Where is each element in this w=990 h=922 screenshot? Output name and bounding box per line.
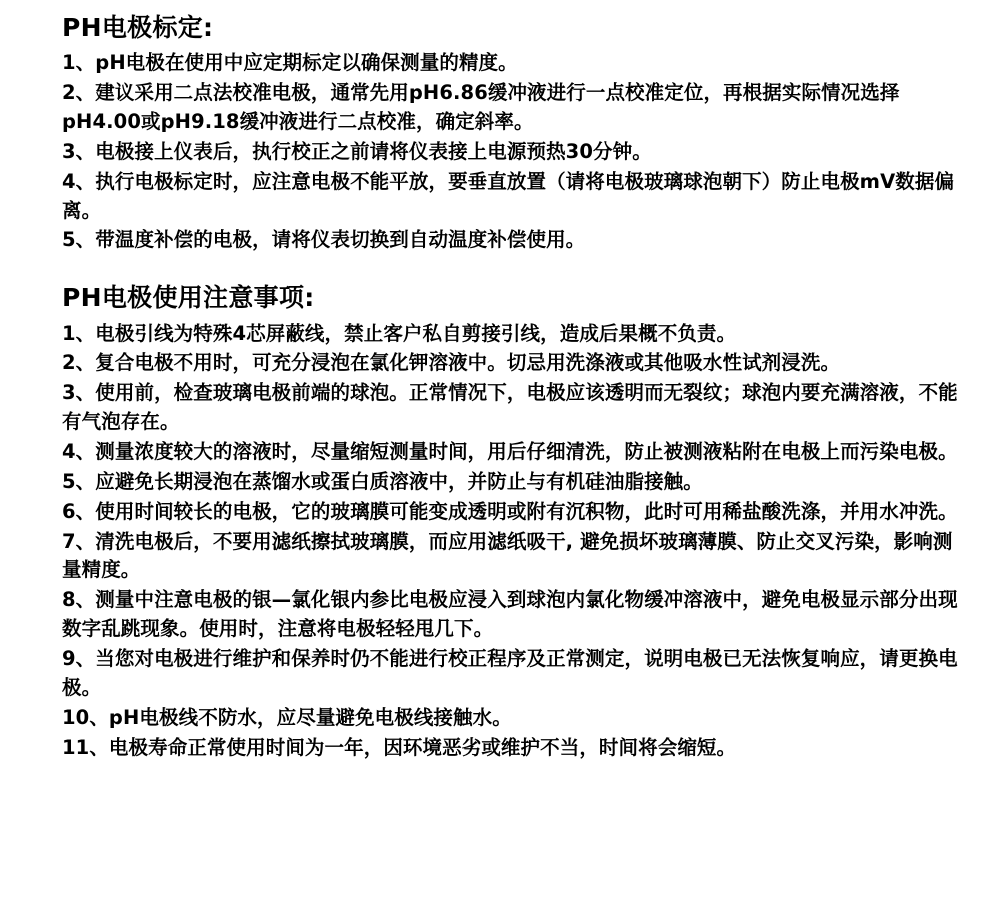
paragraph: 11、电极寿命正常使用时间为一年，因环境恶劣或维护不当，时间将会缩短。 (62, 735, 737, 759)
paragraph: 8、测量中注意电极的银—氯化银内参比电极应浸入到球泡内氯化物缓冲溶液中，避免电极显示部分出现数字乱跳现象。使用时，注意将电极轻轻甩几下。 (62, 588, 958, 641)
paragraph: 4、执行电极标定时，应注意电极不能平放，要垂直放置（请将电极玻璃球泡朝下）防止电极mV数据偏离。 (62, 169, 955, 222)
paragraph: 5、带温度补偿的电极，请将仪表切换到自动温度补偿使用。 (62, 228, 586, 252)
section-heading: PH电极标定: (62, 13, 214, 42)
paragraph: 2、建议采用二点法校准电极，通常先用pH6.86缓冲液进行一点校准定位，再根据实际情况选择pH4.00或pH9.18缓冲液进行二点校准，确定斜率。 (62, 81, 900, 133)
paragraph: 9、当您对电极进行维护和保养时仍不能进行校正程序及正常测定，说明电极已无法恢复响应，请更换电极。 (62, 646, 958, 699)
section-heading: PH电极使用注意事项: (62, 283, 315, 313)
paragraph: 4、测量浓度较大的溶液时，尽量缩短测量时间，用后仔细清洗，防止被测液粘附在电极上而污染电极。 (62, 439, 958, 463)
paragraph: 10、pH电极线不防水，应尽量避免电极线接触水。 (62, 705, 512, 729)
paragraph: 1、电极引线为特殊4芯屏蔽线，禁止客户私自剪接引线，造成后果概不负责。 (62, 321, 737, 345)
paragraph: 1、pH电极在使用中应定期标定以确保测量的精度。 (62, 51, 518, 75)
section-spacer (62, 256, 968, 282)
paragraph: 5、应避免长期浸泡在蒸馏水或蛋白质溶液中，并防止与有机硅油脂接触。 (62, 469, 703, 493)
paragraph: 7、清洗电极后，不要用滤纸擦拭玻璃膜，而应用滤纸吸干, 避免损坏玻璃薄膜、防止交叉污染，影响测量精度。 (62, 529, 953, 582)
paragraph: 3、电极接上仪表后，执行校正之前请将仪表接上电源预热30分钟。 (62, 139, 652, 163)
paragraph: 6、使用时间较长的电极，它的玻璃膜可能变成透明或附有沉积物，此时可用稀盐酸洗涤，并用水冲洗。 (62, 499, 958, 523)
paragraph: 2、复合电极不用时，可充分浸泡在氯化钾溶液中。切忌用洗涤液或其他吸水性试剂浸洗。 (62, 351, 841, 375)
paragraph: 3、使用前，检查玻璃电极前端的球泡。正常情况下，电极应该透明而无裂纹；球泡内要充满溶液，不能有气泡存在。 (62, 381, 958, 434)
section-calibration (62, 12, 968, 255)
section-usage-notes (62, 282, 968, 762)
